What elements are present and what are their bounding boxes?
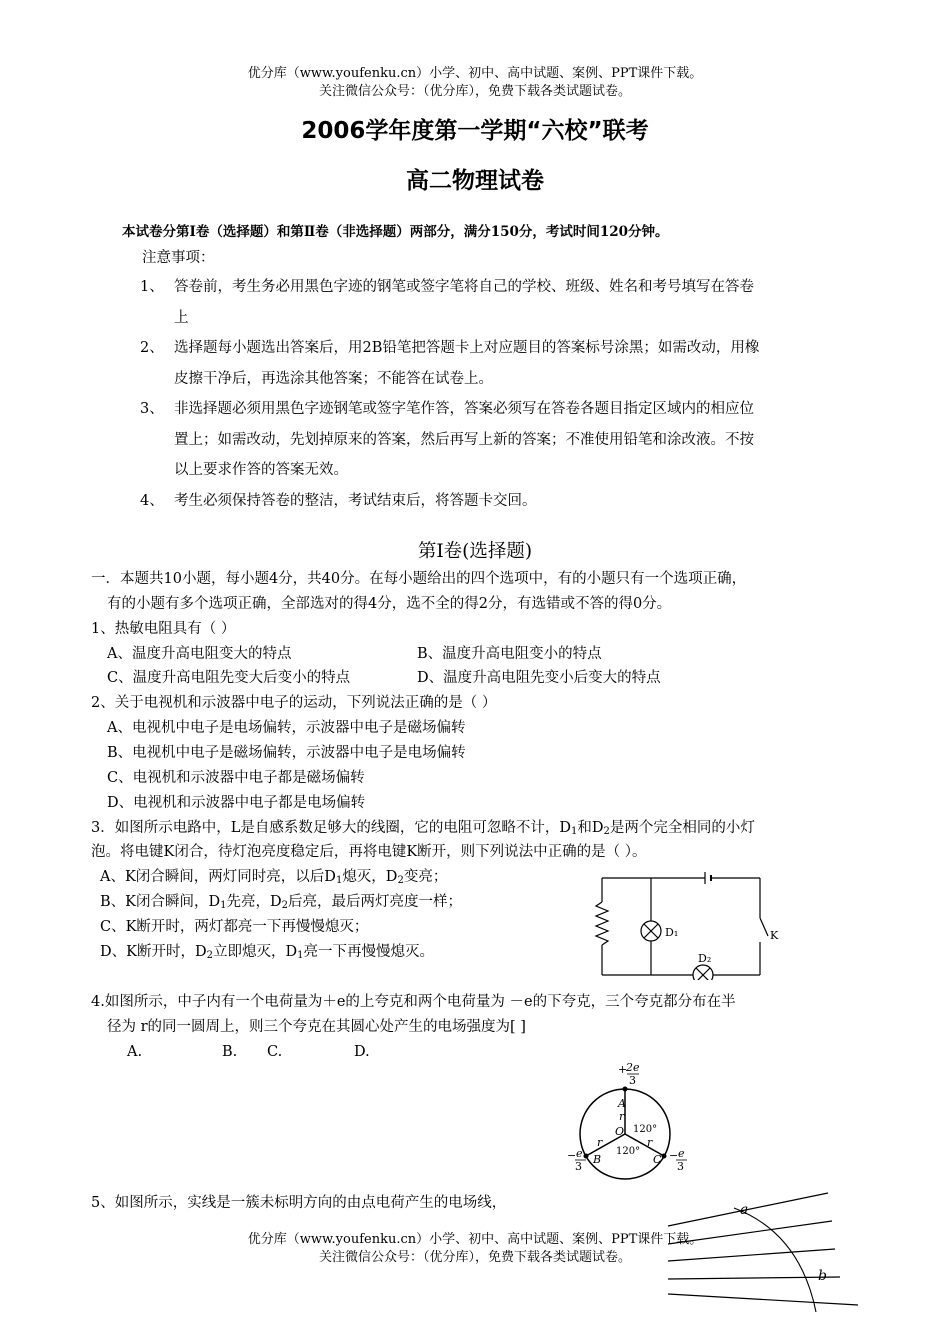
q2-option-c: C、电视机和示波器中电子都是磁场偏转 [107, 770, 365, 786]
note-1-line-2: 上 [174, 310, 189, 326]
label-d1: D₁ [665, 926, 679, 939]
label-b: B [593, 1153, 602, 1166]
exam-summary: 本试卷分第Ⅰ卷（选择题）和第Ⅱ卷（非选择题）两部分，满分150分，考试时间120分钟。 [122, 224, 669, 240]
charge-b-numerator: e [576, 1147, 583, 1160]
field-line-5 [668, 1294, 858, 1305]
notes-title: 注意事项： [142, 250, 215, 266]
label-r-right: r [647, 1136, 653, 1149]
q3-stem-line-1: 3．如图所示电路中，L是自感系数足够大的线圈，它的电阻可忽略不计，$D_1$和$D_2$是两个完全相同的小灯 [91, 820, 755, 837]
charge-b-minus: − [567, 1149, 577, 1162]
note-1-number: 1、 [140, 279, 164, 295]
q1-option-a: A、温度升高电阻变大的特点 [107, 646, 292, 662]
charge-c-denominator: 3 [677, 1160, 684, 1173]
footer-line-1: 优分库（www.youfenku.cn）小学、初中、高中试题、案例、PPT课件下载。 [247, 1232, 703, 1247]
label-r-top: r [619, 1110, 625, 1123]
exam-title: 2006学年度第一学期“六校”联考 [301, 118, 649, 144]
footer-line-2: 关注微信公众号：（优分库），免费下载各类试题试卷。 [318, 1250, 631, 1265]
section-1-instruction-2: 有的小题有多个选项正确，全部选对的得4分，选不全的得2分，有选错或不答的得0分。 [107, 596, 672, 612]
q4-stem-line-1: 4.如图所示，中子内有一个电荷量为＋e的上夸克和两个电荷量为 －e的下夸克，三个夸克都分布在半 [91, 994, 736, 1010]
note-2-line-2: 皮擦干净后，再选涂其他答案；不能答在试卷上。 [174, 371, 493, 387]
note-1-line-1: 答卷前，考生务必用黑色字迹的钢笔或签字笔将自己的学校、班级、姓名和考号填写在答卷 [174, 279, 754, 295]
q3-option-b: B、K闭合瞬间，$D_1$先亮，$D_2$后亮，最后两灯亮度一样； [100, 894, 463, 911]
exam-subtitle: 高二物理试卷 [406, 168, 544, 194]
q4-stem-line-2: 径为 r的同一圆周上，则三个夸克在其圆心处产生的电场强度为[ ] [107, 1019, 526, 1035]
q1-stem: 1、热敏电阻具有（ ） [91, 621, 236, 637]
q1-option-c: C、温度升高电阻先变大后变小的特点 [107, 670, 351, 686]
angle-label-upper: 120° [633, 1124, 658, 1135]
q2-stem: 2、关于电视机和示波器中电子的运动，下列说法正确的是（ ） [91, 695, 497, 711]
q3-circuit-diagram [585, 870, 785, 980]
q2-option-d: D、电视机和示波器中电子都是电场偏转 [107, 795, 366, 811]
label-o: O [615, 1125, 625, 1138]
point-a-label: a [740, 1202, 749, 1218]
q3-stem-line-2: 泡。将电键K闭合，待灯泡亮度稳定后，再将电键K断开，则下列说法中正确的是（ ）。 [91, 844, 647, 860]
header-line-2: 关注微信公众号：（优分库），免费下载各类试题试卷。 [318, 84, 631, 99]
q3-option-d: D、K断开时，$D_2$立即熄灭，$D_1$亮一下再慢慢熄灭。 [100, 944, 434, 961]
angle-label-lower: 120° [616, 1146, 641, 1157]
q4-quark-diagram [563, 1062, 703, 1180]
charge-a-numerator: 2e [626, 1062, 640, 1074]
q1-option-b: B、温度升高电阻变小的特点 [417, 646, 602, 662]
label-a: A [618, 1097, 626, 1110]
note-3-line-3: 以上要求作答的答案无效。 [174, 462, 348, 478]
switch-k-blade [760, 918, 768, 936]
q5-stem: 5、如图所示，实线是一簇未标明方向的由点电荷产生的电场线， [91, 1195, 507, 1211]
quark-c-dot [662, 1154, 667, 1159]
label-r-left: r [597, 1136, 603, 1149]
label-k: K [770, 929, 779, 942]
note-4-number: 4、 [140, 493, 164, 509]
q1-option-d: D、温度升高电阻先变小后变大的特点 [417, 670, 661, 686]
q4-option-a: A. [127, 1044, 143, 1060]
charge-c-numerator: e [678, 1147, 685, 1160]
charge-a-denominator: 3 [629, 1074, 636, 1087]
q4-option-c: C. [267, 1044, 283, 1060]
note-3-number: 3、 [140, 401, 164, 417]
note-3-line-1: 非选择题必须用黑色字迹钢笔或签字笔作答，答案必须写在答卷各题目指定区域内的相应位 [174, 401, 754, 417]
q2-option-a: A、电视机中电子是电场偏转，示波器中电子是磁场偏转 [107, 720, 466, 736]
q4-option-b: B. [222, 1044, 238, 1060]
q3-option-c: C、K断开时，两灯都亮一下再慢慢熄灭； [100, 919, 369, 935]
lamp-d2 [693, 965, 713, 980]
charge-b-denominator: 3 [575, 1160, 582, 1173]
point-b-label: b [818, 1268, 827, 1284]
q3-option-a: A、K闭合瞬间，两灯同时亮，以后$D_1$熄灭，$D_2$变亮； [100, 869, 448, 886]
quark-b-dot [584, 1154, 589, 1159]
inductor-coil [596, 902, 608, 945]
note-4-line-1: 考生必须保持答卷的整洁，考试结束后，将答题卡交回。 [174, 493, 537, 509]
note-2-number: 2、 [140, 340, 164, 356]
q4-option-d: D. [354, 1044, 370, 1060]
charge-a-plus: + [618, 1063, 628, 1076]
q2-option-b: B、电视机中电子是磁场偏转，示波器中电子是电场偏转 [107, 745, 466, 761]
section-1-heading: 第Ⅰ卷(选择题) [417, 541, 533, 562]
quark-a-dot [623, 1087, 628, 1092]
field-line-4 [668, 1277, 840, 1279]
header-line-1: 优分库（www.youfenku.cn）小学、初中、高中试题、案例、PPT课件下载。 [247, 66, 703, 81]
charge-c-minus: − [669, 1149, 679, 1162]
note-3-line-2: 置上；如需改动，先划掉原来的答案，然后再写上新的答案；不准使用铅笔和涂改液。不按 [174, 432, 754, 448]
section-1-instruction-1: 一．本题共10小题，每小题4分，共40分。在每小题给出的四个选项中，有的小题只有一个选项正确， [91, 571, 747, 587]
note-2-line-1: 选择题每小题选出答案后，用2B铅笔把答题卡上对应题目的答案标号涂黑；如需改动，用橡 [174, 340, 760, 356]
label-c: C [653, 1153, 662, 1166]
label-d2: D₂ [698, 952, 712, 965]
